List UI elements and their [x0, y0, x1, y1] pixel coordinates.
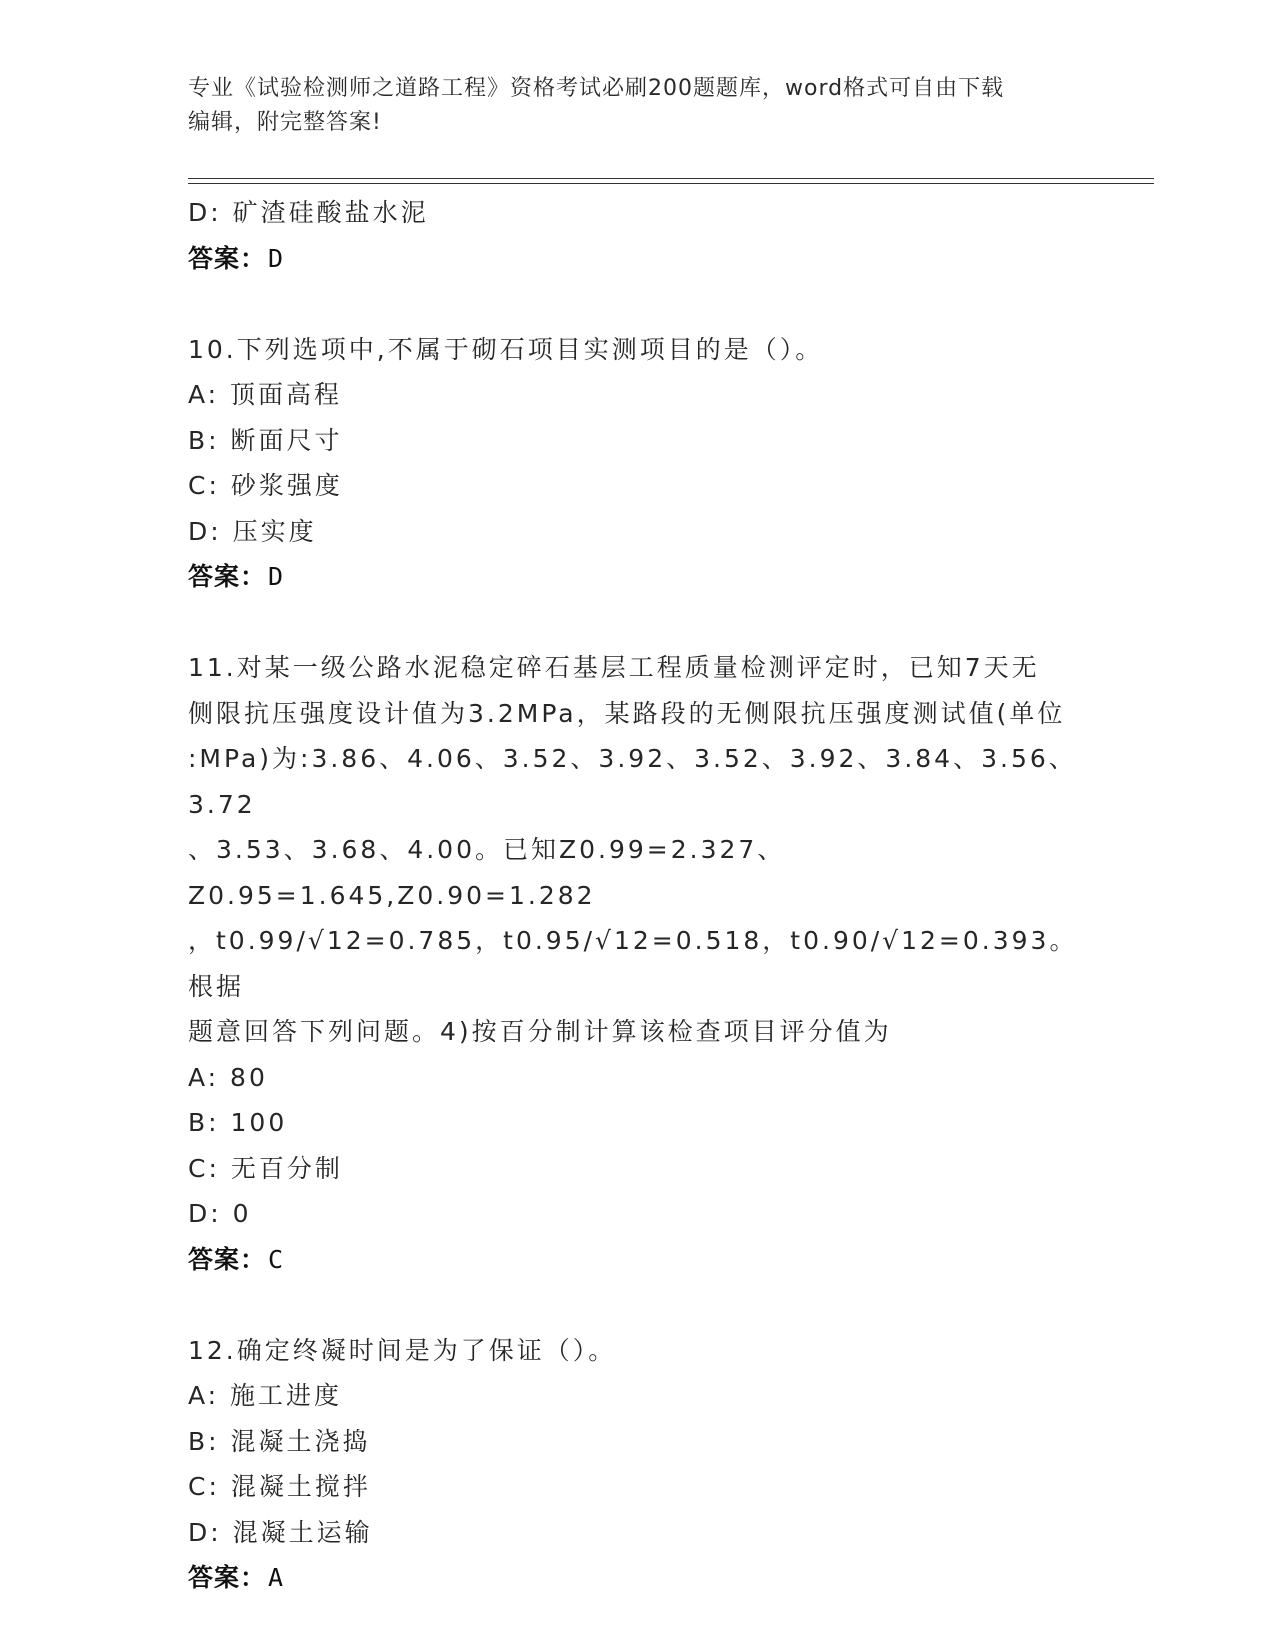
- option-b: B: 混凝土浇捣: [188, 1426, 371, 1456]
- answer-value: D: [268, 562, 285, 591]
- header-divider: [188, 178, 1154, 184]
- option-a: A: 施工进度: [188, 1381, 343, 1410]
- option-d: D: 0: [188, 1199, 252, 1228]
- question-stem-line-3: :MPa)为:3.86、4.06、3.52、3.92、3.52、3.92、3.84、3.56、3.72: [188, 744, 1077, 819]
- question-stem-line-1: 11.对某一级公路水泥稳定碎石基层工程质量检测评定时，已知7天无: [188, 653, 1040, 682]
- option-d: D: 矿渣硅酸盐水泥: [188, 198, 429, 227]
- option-a: A: 顶面高程: [188, 380, 343, 409]
- question-stem-line-5: ，t0.99/√12=0.785，t0.95/√12=0.518，t0.90/√12=0.393。根据: [188, 926, 1078, 1001]
- header-title-line-2: 编辑，附完整答案!: [188, 110, 382, 135]
- answer-label: 答案：: [188, 562, 267, 591]
- option-c: C: 砂浆强度: [188, 471, 343, 500]
- document-body: [188, 190, 1088, 1601]
- question-11: [188, 645, 1088, 1282]
- answer-value: A: [268, 1563, 285, 1592]
- document-header: [188, 72, 1088, 140]
- question-12: [188, 1328, 1088, 1601]
- answer-label: 答案：: [188, 1563, 267, 1592]
- answer-value: D: [268, 243, 285, 273]
- option-c: C: 混凝土搅拌: [188, 1472, 371, 1501]
- option-b: B: 断面尺寸: [188, 425, 343, 455]
- question-stem-line-2: 侧限抗压强度设计值为3.2MPa，某路段的无侧限抗压强度测试值(单位: [188, 698, 1066, 728]
- answer-label: 答案：: [188, 243, 267, 273]
- option-d: D: 压实度: [188, 516, 317, 546]
- header-title-line-1: 专业《试验检测师之道路工程》资格考试必刷200题题库，word格式可自由下载: [188, 76, 1005, 101]
- answer-line: [188, 236, 1088, 282]
- option-b: B: 100: [188, 1108, 288, 1137]
- option-c: C: 无百分制: [188, 1153, 343, 1183]
- option-d: D: 混凝土运输: [188, 1517, 373, 1547]
- question-stem: 12.确定终凝时间是为了保证（）。: [188, 1335, 617, 1365]
- option-a: A: 80: [188, 1062, 268, 1092]
- answer-line: [188, 1555, 1088, 1601]
- answer-line: [188, 554, 1088, 600]
- question-stem-line-6: 题意回答下列问题。4)按百分制计算该检查项目评分值为: [188, 1017, 892, 1046]
- question-stem: 10.下列选项中,不属于砌石项目实测项目的是（）。: [188, 334, 824, 364]
- answer-line: [188, 1237, 1088, 1283]
- answer-label: 答案：: [188, 1244, 267, 1274]
- question-10: [188, 327, 1088, 600]
- answer-value: C: [268, 1244, 285, 1274]
- question-stem-line-4: 、3.53、3.68、4.00。已知Z0.99=2.327、Z0.95=1.645,Z0.90=1.282: [188, 835, 786, 910]
